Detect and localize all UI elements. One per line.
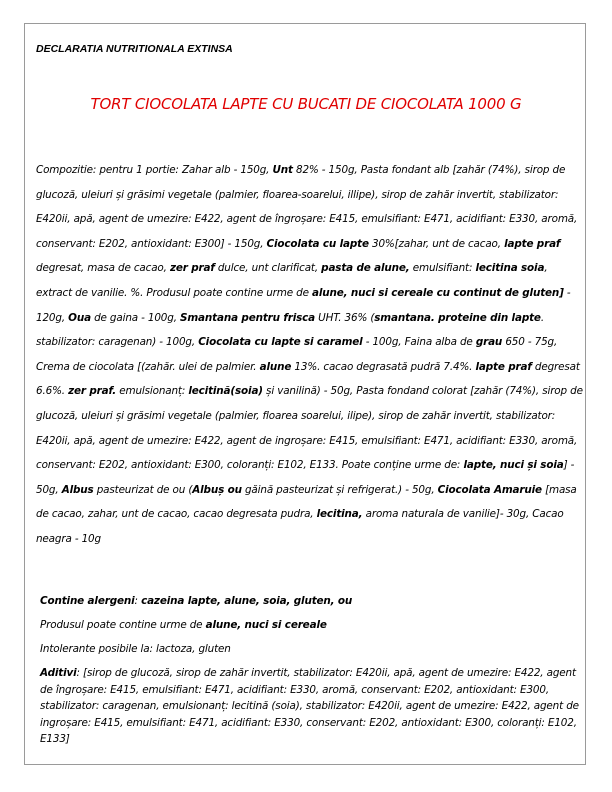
additives-text: : [sirop de glucoză, sirop de zahăr invertit, stabilizator: E420ii, apă, agent de umezire: E422, agent de îngroșare: E415, emulsifiant: E471, acidifiant: E330, aromă, conservant: E202, antioxidant: E300, stabilizator: caragenan, emulsionanț: lecitină (soia), stabilizator: E420ii, agent de umezire: E422, agent de ingroșare: E415, emulsifiant: E471, acidifiant: E330, conservant: E202, antioxidant: E300, coloranți: E102, E133] xyxy=(40,667,579,745)
allergens-line xyxy=(40,593,580,609)
traces-value: alune, nuci si cereale xyxy=(205,619,327,631)
bold-ingredient: alune xyxy=(259,360,292,373)
ingredient-text: aroma naturala de vanilie]- 30g, Cacao neagra - 10g xyxy=(36,508,564,545)
bold-ingredient: lapte praf xyxy=(475,360,532,373)
document-heading: DECLARATIA NUTRITIONALA EXTINSA xyxy=(36,43,233,55)
bold-ingredient: smantana. proteine din lapte xyxy=(374,311,541,324)
ingredient-text: 82% - 150g, Pasta fondant alb [zahăr (74%), sirop de glucoză, uleiuri și grăsimi vegetale (palmier, floarea-soarelui, illipe), sirop de zahăr invertit, stabilizator: E420ii, apă, agent de umezire: E422, agent de îngroșare: E415, emulsifiant: E471, acidifiant: E330, aromă, conservant: E202, antioxidant: E300] - 150g, xyxy=(36,164,578,250)
bold-ingredient: Albus xyxy=(61,483,94,496)
bold-ingredient: Oua xyxy=(68,311,91,324)
bold-ingredient: Ciocolata Amaruie xyxy=(437,483,542,496)
ingredient-text: găină pasteurizat și refrigerat.) - 50g, xyxy=(241,483,438,496)
traces-prefix: Produsul poate contine urme de xyxy=(40,619,206,631)
bold-ingredient: lecitină(soia) xyxy=(188,385,263,398)
allergens-label: Contine alergeni xyxy=(40,595,135,607)
ingredient-text: emulsifiant: xyxy=(409,262,476,275)
bold-ingredient: pasta de alune, xyxy=(321,262,410,275)
bold-ingredient: zer praf. xyxy=(68,385,117,398)
ingredient-text: și vanilină) - 50g, Pasta fondand colorat [zahăr (74%), sirop de glucoză, uleiuri și grăsimi vegetale (palmier, floarea soarelui, ilipe), sirop de zahăr invertit, stabilizator: E420ii, apă, agent de umezire: E422, agent de ingroșare: E415, emulsifiant: E471, acidifiant: E330, aromă, conservant: E202, antioxidant: E300, coloranți: E102, E133. Poate conține urme de: xyxy=(36,385,583,472)
bold-ingredient: lapte, nuci și soia xyxy=(463,459,564,472)
bold-ingredient: Ciocolata cu lapte xyxy=(266,237,369,250)
bold-ingredient: grau xyxy=(475,336,503,349)
ingredient-text: pasteurizat de ou ( xyxy=(93,483,193,496)
bold-ingredient: Ciocolata cu lapte si caramel xyxy=(198,336,363,349)
bold-ingredient: zer praf xyxy=(169,262,215,275)
ingredient-text: . stabilizator: caragenan) - 100g, xyxy=(36,311,544,349)
ingredient-text: de gaina - 100g, xyxy=(90,311,181,324)
intolerances-line: Intolerante posibile la: lactoza, gluten xyxy=(40,643,231,655)
ingredient-text: emulsionanț: xyxy=(116,385,189,398)
composition-paragraph xyxy=(36,158,584,552)
allergens-separator: : xyxy=(134,595,142,607)
ingredient-text: - 120g, xyxy=(36,286,571,324)
ingredient-text: dulce, unt clarificat, xyxy=(214,262,322,275)
bold-ingredient: lecitina, xyxy=(316,508,363,521)
product-title: TORT CIOCOLATA LAPTE CU BUCATI DE CIOCOLATA 1000 G xyxy=(90,95,522,113)
ingredient-text: ] - 50g, xyxy=(36,459,575,496)
ingredient-text: 13%. cacao degrasată pudră 7.4%. xyxy=(291,360,476,373)
traces-line xyxy=(40,617,580,633)
ingredient-text: , extract de vanilie. %. Produsul poate contine urme de xyxy=(36,262,548,299)
bold-ingredient: lapte praf xyxy=(504,237,561,250)
allergen-section xyxy=(40,593,580,756)
ingredient-text: 650 - 75g, Crema de ciocolata [(zahăr. ulei de palmier. xyxy=(36,336,558,373)
ingredient-text: UHT. 36% ( xyxy=(315,311,375,324)
bold-ingredient: lecitina soia xyxy=(475,262,545,275)
bold-ingredient: Albuș ou xyxy=(192,483,242,496)
bold-ingredient: Unt xyxy=(272,164,293,176)
bold-ingredient: alune, nuci si cereale cu continut de gluten] xyxy=(312,286,564,299)
additives-label: Aditivi xyxy=(40,667,77,679)
ingredient-text: 30%[zahar, unt de cacao, xyxy=(368,237,505,250)
ingredient-text: Compozitie: pentru 1 portie: Zahar alb - 150g, xyxy=(36,164,273,176)
additives-line xyxy=(40,665,580,748)
ingredient-text: degresat 6.6%. xyxy=(36,360,580,398)
allergens-value: cazeina lapte, alune, soia, gluten, ou xyxy=(141,595,353,607)
ingredient-text: [masa de cacao, zahar, unt de cacao, cacao degresata pudra, xyxy=(36,483,577,521)
ingredient-text: degresat, masa de cacao, xyxy=(36,262,170,275)
ingredient-text: - 100g, Faina alba de xyxy=(362,336,476,349)
bold-ingredient: Smantana pentru frisca xyxy=(180,311,316,324)
